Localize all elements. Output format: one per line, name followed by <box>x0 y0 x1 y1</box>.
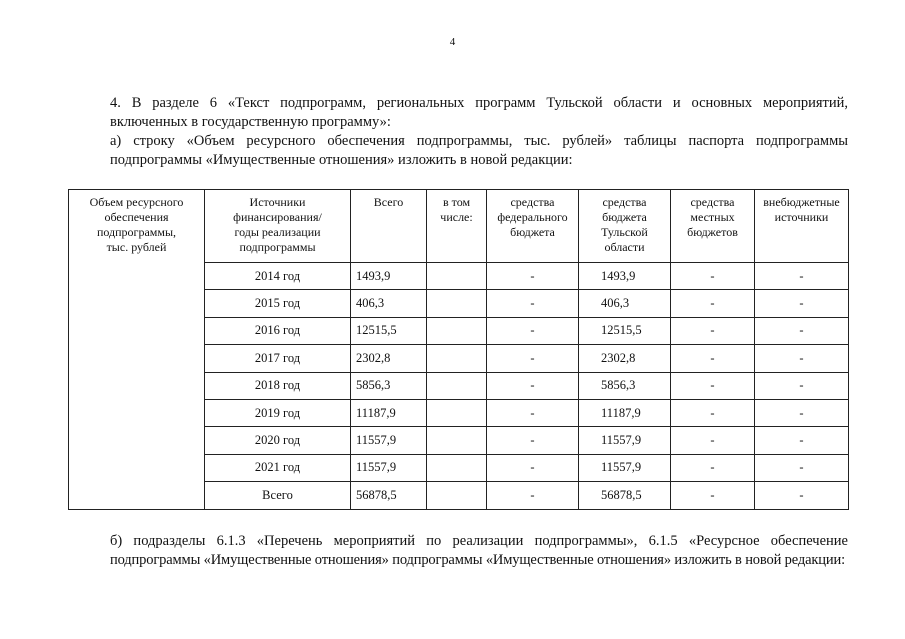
table-cell-regional: 11187,9 <box>579 399 671 426</box>
header-line: бюджетов <box>687 225 738 239</box>
header-line: средства <box>602 195 647 209</box>
table-cell-sub <box>427 399 487 426</box>
table-cell-sub <box>427 345 487 372</box>
table-cell-extra: - <box>755 372 849 399</box>
label-line: обеспечения <box>104 210 169 224</box>
column-header <box>579 190 671 263</box>
table-cell-local: - <box>671 482 755 509</box>
table-cell-extra: - <box>755 263 849 290</box>
header-line: Всего <box>373 195 404 209</box>
table-cell-year: 2019 год <box>205 399 351 426</box>
header-line: внебюджетные <box>763 195 840 209</box>
table-cell-year: Всего <box>205 482 351 509</box>
table-cell-sub <box>427 427 487 454</box>
header-line: федерального <box>497 210 568 224</box>
paragraph-item-b <box>68 532 848 570</box>
table-cell-total: 5856,3 <box>351 372 427 399</box>
column-header <box>487 190 579 263</box>
table-cell-year: 2015 год <box>205 290 351 317</box>
table-cell-sub <box>427 317 487 344</box>
column-header <box>671 190 755 263</box>
table-cell-extra: - <box>755 454 849 481</box>
table-cell-sub <box>427 263 487 290</box>
paragraph-line: б) подразделы 6.1.3 «Перечень мероприятий по реализации подпрограммы», 6.1.5 «Ресурсное обеспечение <box>110 533 848 549</box>
table-cell-regional: 11557,9 <box>579 454 671 481</box>
table-cell-year: 2017 год <box>205 345 351 372</box>
table-cell-total: 11557,9 <box>351 454 427 481</box>
table-cell-sub <box>427 372 487 399</box>
header-line: Тульской <box>601 225 648 239</box>
table-cell-local: - <box>671 317 755 344</box>
table-cell-total: 11187,9 <box>351 399 427 426</box>
header-line: средства <box>690 195 735 209</box>
table-cell-local: - <box>671 427 755 454</box>
table-cell-year: 2021 год <box>205 454 351 481</box>
table-cell-extra: - <box>755 317 849 344</box>
table-cell-local: - <box>671 372 755 399</box>
header-line: Источники <box>249 195 306 209</box>
table-cell-federal: - <box>487 427 579 454</box>
column-header <box>755 190 849 263</box>
header-line: годы реализации <box>234 225 321 239</box>
column-header <box>205 190 351 263</box>
table-cell-sub <box>427 290 487 317</box>
table-header-row <box>69 190 849 263</box>
table-cell-total: 56878,5 <box>351 482 427 509</box>
paragraph-section-4 <box>68 94 848 132</box>
table-cell-federal: - <box>487 399 579 426</box>
table-cell-sub <box>427 454 487 481</box>
label-line: тыс. рублей <box>106 240 167 254</box>
table-cell-federal: - <box>487 372 579 399</box>
table-cell-extra: - <box>755 399 849 426</box>
label-line: подпрограммы, <box>96 225 177 239</box>
header-line: местных <box>690 210 735 224</box>
table-cell-year: 2018 год <box>205 372 351 399</box>
table-cell-regional: 12515,5 <box>579 317 671 344</box>
paragraph-line: подпрограммы «Имущественные отношения» изложить в новой редакции: <box>110 152 573 168</box>
page-number: 4 <box>449 36 456 48</box>
paragraph-line: 4. В разделе 6 «Текст подпрограмм, региональных программ Тульской области и основных мероприятий, <box>110 95 848 111</box>
table-cell-local: - <box>671 454 755 481</box>
table-cell-regional: 2302,8 <box>579 345 671 372</box>
table-cell-federal: - <box>487 482 579 509</box>
table-cell-total: 1493,9 <box>351 263 427 290</box>
table-cell-year: 2020 год <box>205 427 351 454</box>
paragraph-line: подпрограммы «Имущественные отношения» подпрограммы «Имущественные отношения» изложить в новой редакции: <box>110 552 845 568</box>
table-cell-federal: - <box>487 317 579 344</box>
paragraph-line: а) строку «Объем ресурсного обеспечения подпрограммы, тыс. рублей» таблицы паспорта подпрограммы <box>110 133 848 149</box>
table-cell-local: - <box>671 345 755 372</box>
table-cell-extra: - <box>755 427 849 454</box>
table-cell-total: 2302,8 <box>351 345 427 372</box>
resource-table <box>68 189 849 510</box>
header-line: подпрограммы <box>239 240 316 254</box>
table-cell-regional: 5856,3 <box>579 372 671 399</box>
table-cell-federal: - <box>487 263 579 290</box>
table-cell-local: - <box>671 290 755 317</box>
table-cell-extra: - <box>755 345 849 372</box>
paragraph-line: включенных в государственную программу»: <box>110 114 391 130</box>
label-line: Объем ресурсного <box>89 195 184 209</box>
header-line: источники <box>774 210 829 224</box>
header-line: средства <box>510 195 555 209</box>
header-line: бюджета <box>602 210 647 224</box>
table-cell-federal: - <box>487 290 579 317</box>
column-header <box>351 190 427 263</box>
table-cell-federal: - <box>487 454 579 481</box>
table-row-label-cell <box>69 190 205 510</box>
table-cell-extra: - <box>755 290 849 317</box>
header-line: в том <box>442 195 471 209</box>
table-cell-local: - <box>671 263 755 290</box>
table-cell-sub <box>427 482 487 509</box>
header-line: финансирования/ <box>233 210 322 224</box>
header-line: числе: <box>440 210 473 224</box>
table-cell-regional: 1493,9 <box>579 263 671 290</box>
table-cell-local: - <box>671 399 755 426</box>
table-cell-regional: 56878,5 <box>579 482 671 509</box>
table-cell-regional: 406,3 <box>579 290 671 317</box>
table-cell-federal: - <box>487 345 579 372</box>
table-cell-total: 12515,5 <box>351 317 427 344</box>
header-line: бюджета <box>510 225 555 239</box>
table-cell-total: 406,3 <box>351 290 427 317</box>
table-cell-year: 2016 год <box>205 317 351 344</box>
table-cell-extra: - <box>755 482 849 509</box>
table-cell-total: 11557,9 <box>351 427 427 454</box>
column-header <box>427 190 487 263</box>
header-line: области <box>604 240 645 254</box>
paragraph-item-a <box>68 132 848 170</box>
table-cell-year: 2014 год <box>205 263 351 290</box>
table-cell-regional: 11557,9 <box>579 427 671 454</box>
